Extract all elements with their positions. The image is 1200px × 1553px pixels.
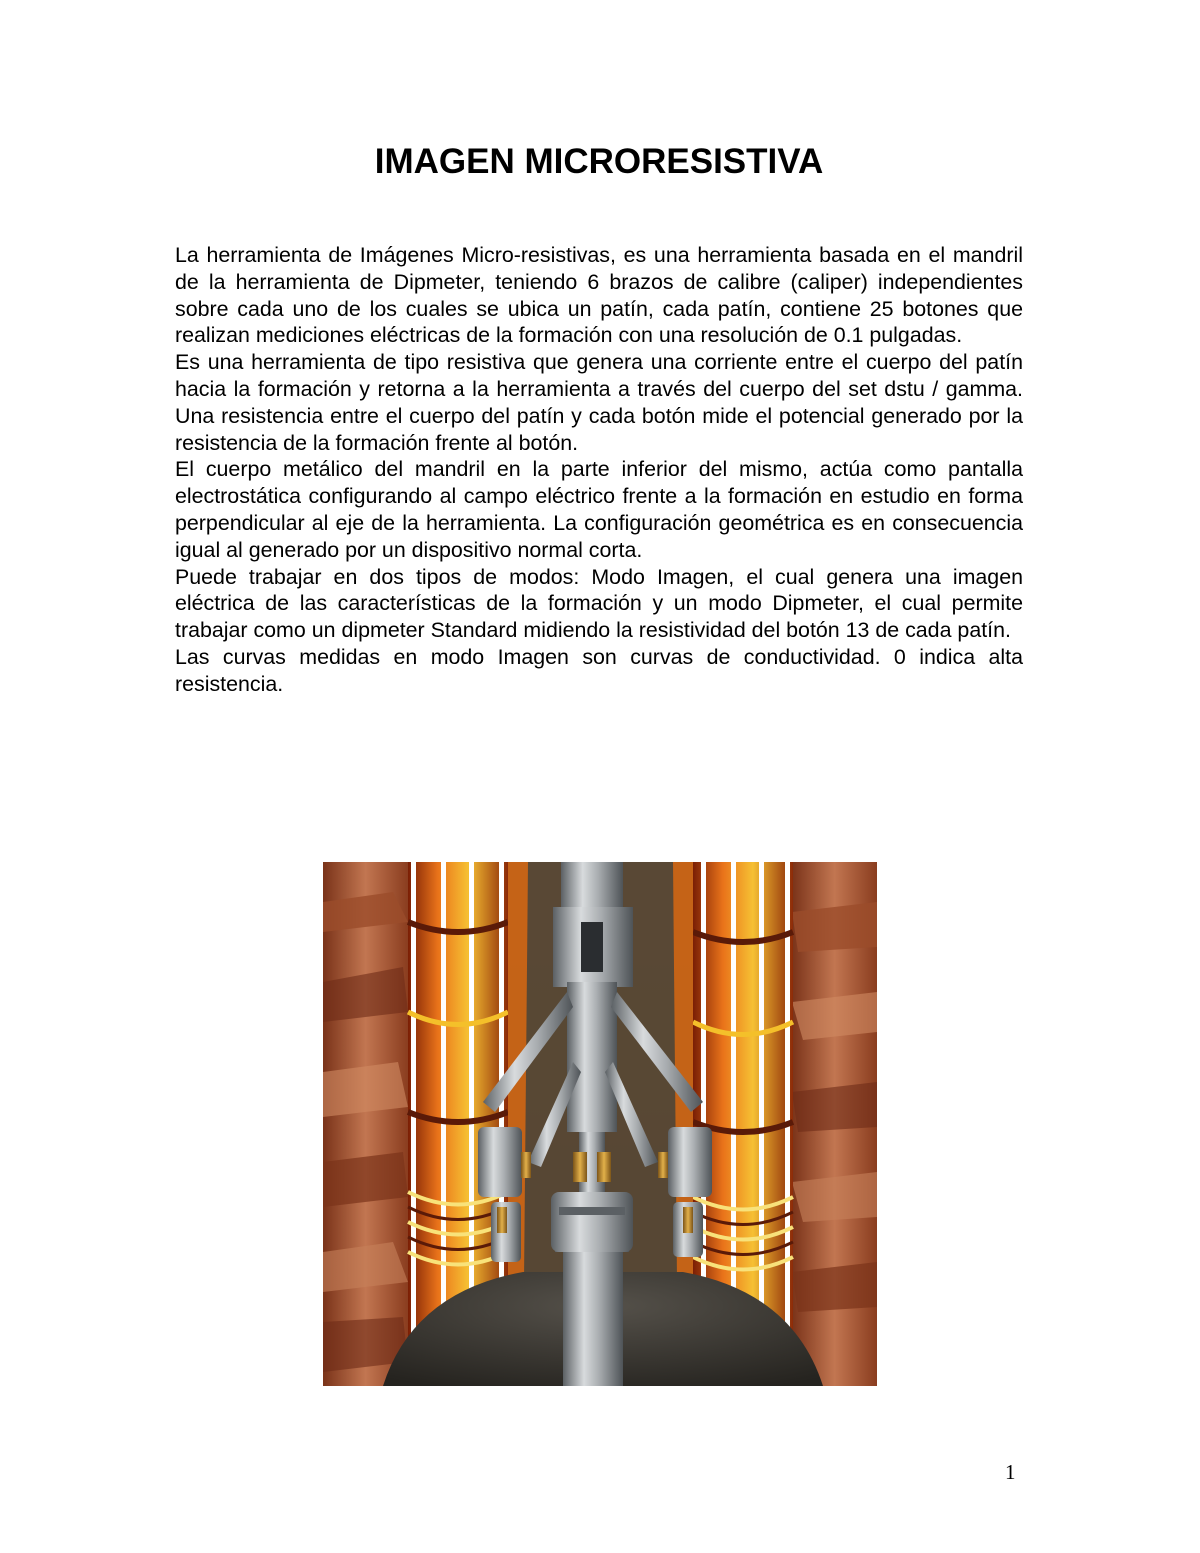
paragraph-2: Es una herramienta de tipo resistiva que genera una corriente entre el cuerpo del patín hacia la formación y retorna a la herramienta a través del cuerpo del set dstu / gamma. Una resistencia entre el cuerpo del patín y cada botón mide el potencial generado por la resistencia de la formación frente al botón. <box>175 350 1023 455</box>
paragraph-5: Las curvas medidas en modo Imagen son curvas de conductividad. 0 indica alta resistencia. <box>175 644 1023 696</box>
body-text <box>175 242 1023 698</box>
microresistivity-tool-figure <box>323 862 877 1386</box>
page-number: 1 <box>1005 1460 1016 1484</box>
paragraph-3: El cuerpo metálico del mandril en la parte inferior del mismo, actúa como pantalla electrostática configurando al campo eléctrico frente a la formación en estudio en forma perpendicular al eje de la herramienta. La configuración geométrica es en consecuencia igual al generado por un dispositivo normal corta. <box>175 457 1023 562</box>
paragraph-1: La herramienta de Imágenes Micro-resistivas, es una herramienta basada en el mandril de la herramienta de Dipmeter, teniendo 6 brazos de calibre (caliper) independientes sobre cada uno de los cuales se ubica un patín, cada patín, contiene 25 botones que realizan mediciones eléctricas de la formación con una resolución de 0.1 pulgadas. <box>175 243 1023 348</box>
right-rock-wall <box>792 862 877 1386</box>
left-rock-wall <box>323 862 408 1386</box>
page-title: IMAGEN MICRORESISTIVA <box>374 142 824 181</box>
tool-illustration <box>323 862 877 1386</box>
paragraph-4: Puede trabajar en dos tipos de modos: Modo Imagen, el cual genera una imagen eléctrica de las características de la formación y un modo Dipmeter, el cual permite trabajar como un dipmeter Standard midiendo la resistividad del botón 13 de cada patín. <box>175 564 1023 643</box>
